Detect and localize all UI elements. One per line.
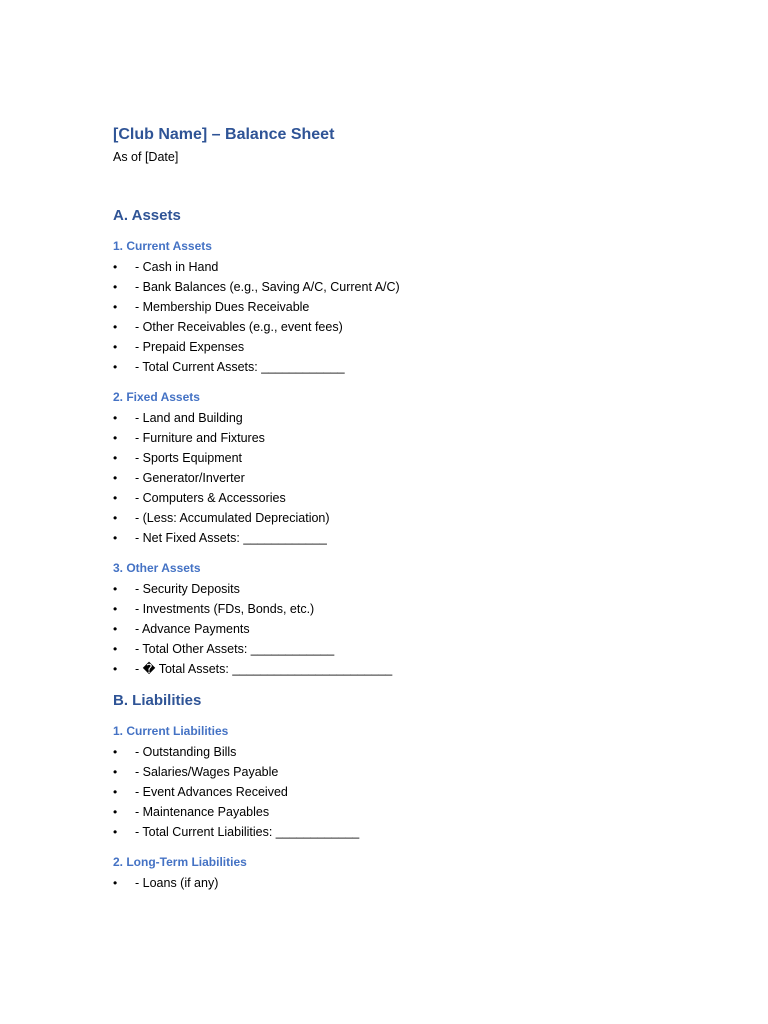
bullet-icon: • <box>113 622 118 636</box>
section-liabilities <box>113 691 713 893</box>
group-current-liabilities <box>113 723 713 842</box>
bullet-icon: • <box>113 431 118 445</box>
bullet-icon: • <box>113 320 118 334</box>
document-title: [Club Name] – Balance Sheet <box>113 126 335 143</box>
list-item <box>113 873 713 893</box>
list-item-text: - Loans (if any) <box>135 876 219 890</box>
bullet-icon: • <box>113 642 118 656</box>
section-assets <box>113 206 713 679</box>
list-item-text: - Total Other Assets: ____________ <box>135 642 335 656</box>
bullet-icon: • <box>113 745 118 759</box>
list-item-text: - Advance Payments <box>135 622 250 636</box>
list-item <box>113 528 713 548</box>
list-item-text: - Outstanding Bills <box>135 745 237 759</box>
group-heading-current-assets: 1. Current Assets <box>113 239 212 253</box>
list-item-text: - Net Fixed Assets: ____________ <box>135 531 327 545</box>
bullet-icon: • <box>113 280 118 294</box>
list-item-text: - Salaries/Wages Payable <box>135 765 279 779</box>
bullet-icon: • <box>113 825 118 839</box>
bullet-icon: • <box>113 876 118 890</box>
list-item-text: - Investments (FDs, Bonds, etc.) <box>135 602 315 616</box>
list-item-text: - Total Current Liabilities: ____________ <box>135 825 360 839</box>
list-item <box>113 762 713 782</box>
bullet-icon: • <box>113 471 118 485</box>
list-item <box>113 257 713 277</box>
bullet-icon: • <box>113 491 118 505</box>
bullet-icon: • <box>113 582 118 596</box>
list-item <box>113 357 713 377</box>
list-item <box>113 619 713 639</box>
group-current-assets <box>113 238 713 377</box>
other-assets-list <box>113 579 713 679</box>
list-item-text: - Sports Equipment <box>135 451 242 465</box>
list-item <box>113 337 713 357</box>
list-item-text: - (Less: Accumulated Depreciation) <box>135 511 330 525</box>
bullet-icon: • <box>113 531 118 545</box>
list-item <box>113 508 713 528</box>
list-item-text: - Total Current Assets: ____________ <box>135 360 345 374</box>
list-item <box>113 659 713 679</box>
bullet-icon: • <box>113 360 118 374</box>
bullet-icon: • <box>113 340 118 354</box>
section-heading-assets: A. Assets <box>113 207 181 224</box>
list-item <box>113 742 713 762</box>
section-heading-liabilities: B. Liabilities <box>113 692 202 709</box>
list-item-text: - Furniture and Fixtures <box>135 431 265 445</box>
bullet-icon: • <box>113 602 118 616</box>
list-item <box>113 599 713 619</box>
list-item-text: - Land and Building <box>135 411 243 425</box>
fixed-assets-list <box>113 408 713 548</box>
list-item-text: - � Total Assets: _______________________ <box>135 662 393 676</box>
bullet-icon: • <box>113 260 118 274</box>
bullet-icon: • <box>113 805 118 819</box>
list-item-text: - Security Deposits <box>135 582 240 596</box>
document-subtitle: As of [Date] <box>113 150 179 164</box>
list-item <box>113 297 713 317</box>
list-item <box>113 488 713 508</box>
bullet-icon: • <box>113 451 118 465</box>
bullet-icon: • <box>113 300 118 314</box>
list-item <box>113 317 713 337</box>
list-item-text: - Event Advances Received <box>135 785 288 799</box>
list-item-text: - Membership Dues Receivable <box>135 300 310 314</box>
bullet-icon: • <box>113 511 118 525</box>
document-page <box>113 124 713 893</box>
list-item <box>113 468 713 488</box>
bullet-icon: • <box>113 785 118 799</box>
list-item <box>113 802 713 822</box>
list-item <box>113 782 713 802</box>
group-other-assets <box>113 560 713 679</box>
list-item-text: - Prepaid Expenses <box>135 340 245 354</box>
list-item <box>113 428 713 448</box>
current-liabilities-list <box>113 742 713 842</box>
long-term-liabilities-list <box>113 873 713 893</box>
group-heading-long-term-liabilities: 2. Long-Term Liabilities <box>113 855 247 869</box>
list-item <box>113 277 713 297</box>
bullet-icon: • <box>113 765 118 779</box>
list-item <box>113 822 713 842</box>
group-fixed-assets <box>113 389 713 548</box>
list-item <box>113 408 713 428</box>
list-item <box>113 639 713 659</box>
list-item <box>113 448 713 468</box>
bullet-icon: • <box>113 411 118 425</box>
group-heading-other-assets: 3. Other Assets <box>113 561 201 575</box>
group-heading-fixed-assets: 2. Fixed Assets <box>113 390 200 404</box>
list-item <box>113 579 713 599</box>
list-item-text: - Generator/Inverter <box>135 471 245 485</box>
list-item-text: - Other Receivables (e.g., event fees) <box>135 320 343 334</box>
group-long-term-liabilities <box>113 854 713 893</box>
list-item-text: - Computers & Accessories <box>135 491 286 505</box>
list-item-text: - Bank Balances (e.g., Saving A/C, Current A/C) <box>135 280 400 294</box>
current-assets-list <box>113 257 713 377</box>
list-item-text: - Cash in Hand <box>135 260 219 274</box>
bullet-icon: • <box>113 662 118 676</box>
list-item-text: - Maintenance Payables <box>135 805 270 819</box>
group-heading-current-liabilities: 1. Current Liabilities <box>113 724 229 738</box>
